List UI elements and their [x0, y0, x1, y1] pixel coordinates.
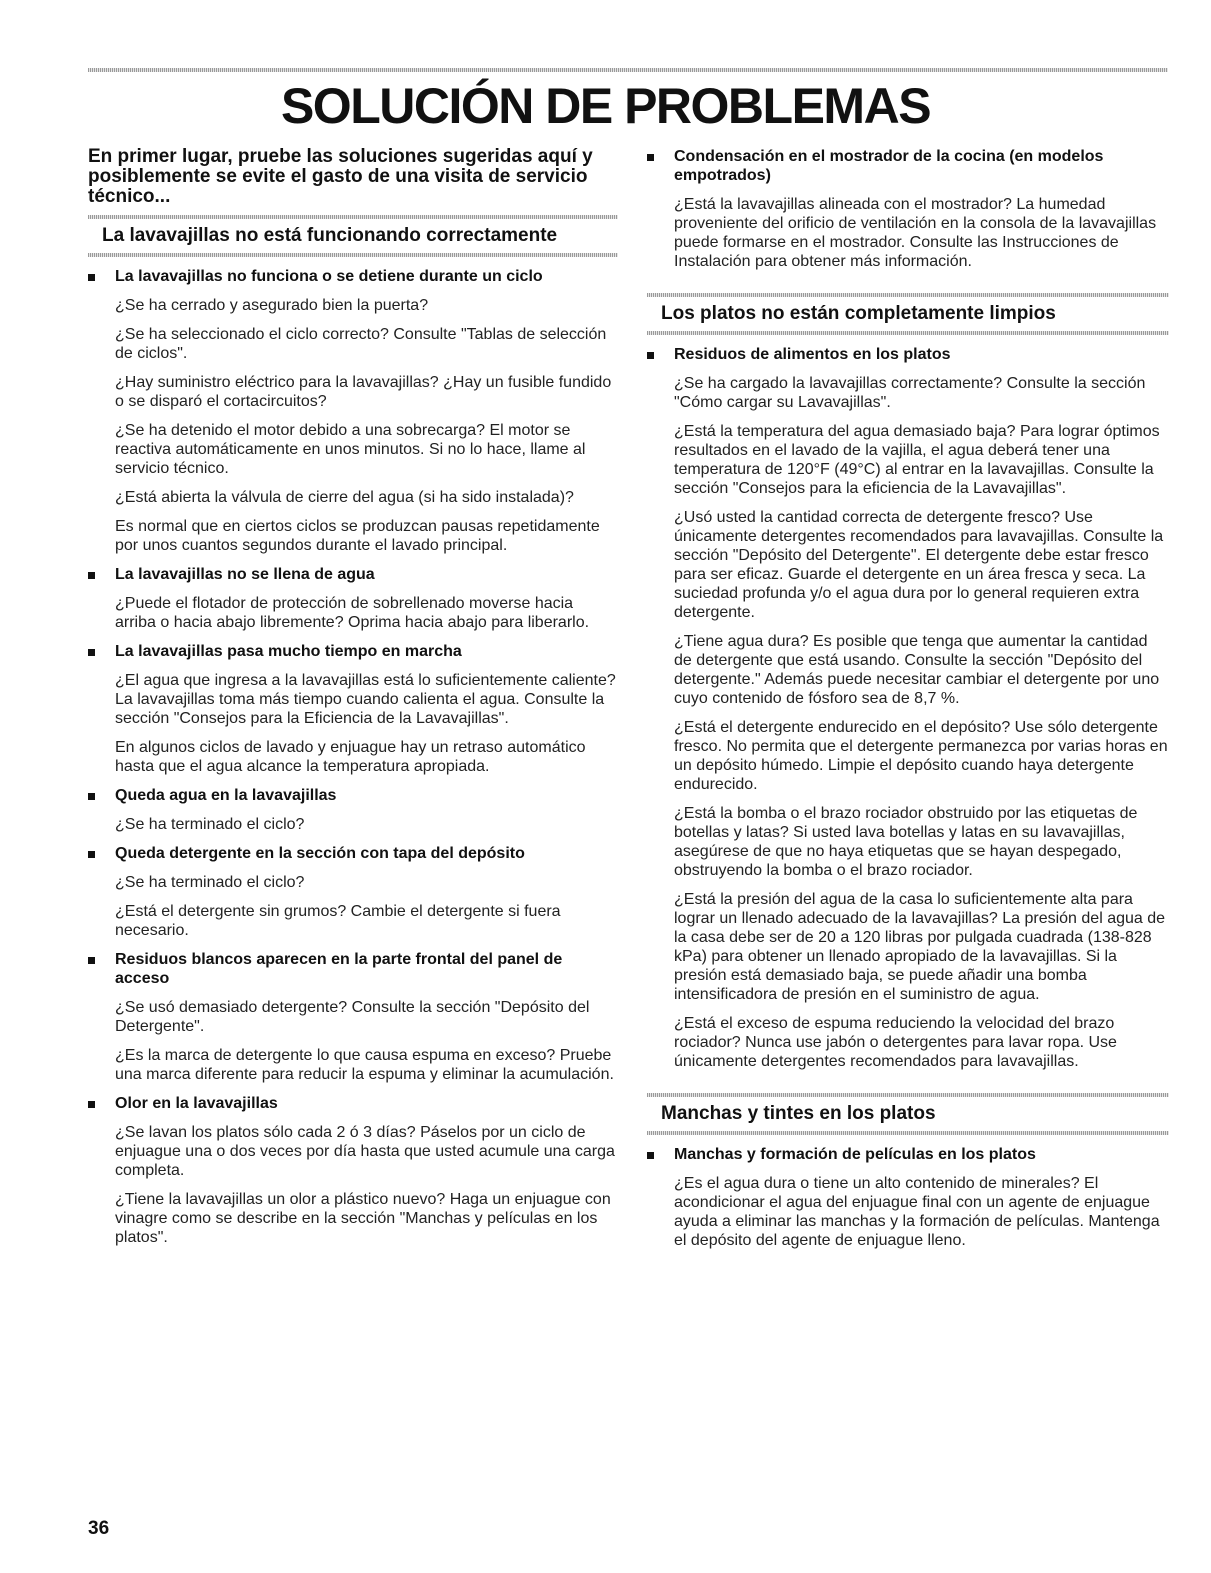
item-paragraph: ¿Hay suministro eléctrico para la lavavajillas? ¿Hay un fusible fundido o se disparó el cortacircuitos?	[115, 374, 612, 410]
bullet-icon	[647, 352, 654, 359]
list-item-condensation	[647, 147, 1169, 271]
item-heading: Queda detergente en la sección con tapa del depósito	[115, 845, 525, 862]
bullet-icon	[88, 1101, 95, 1108]
item-paragraph: ¿Está el detergente sin grumos? Cambie el detergente si fuera necesario.	[115, 903, 561, 939]
item-paragraph: ¿Está abierta la válvula de cierre del agua (si ha sido instalada)?	[115, 489, 574, 506]
section-rule	[647, 293, 1169, 297]
item-paragraph: En algunos ciclos de lavado y enjuague hay un retraso automático hasta que el agua alcance la temperatura apropiada.	[115, 739, 586, 775]
bullet-icon	[88, 649, 95, 656]
item-heading: La lavavajillas no se llena de agua	[115, 566, 375, 583]
section-title: La lavavajillas no está funcionando correctamente	[102, 225, 558, 246]
section-rule	[647, 1093, 1169, 1097]
item-paragraph: ¿El agua que ingresa a la lavavajillas está lo suficientemente caliente? La lavavajillas toma más tiempo cuando calienta el agua. Consulte la sección "Consejos para la Eficiencia de la Lavavajillas".	[115, 672, 616, 727]
section2-item-list	[647, 345, 1169, 1071]
item-paragraph: ¿Está el detergente endurecido en el depósito? Use sólo detergente fresco. No permita que el detergente permanezca por varias horas en un depósito húmedo. Limpie el depósito cuando haya detergente endurecido.	[674, 719, 1168, 793]
item-paragraph: ¿Está la bomba o el brazo rociador obstruido por las etiquetas de botellas y latas? Si usted lava botellas y latas en su lavavajillas, asegúrese de que no haya etiquetas que se hayan despegado, obstruyendo la bomba o el brazo rociador.	[674, 805, 1138, 879]
item-heading: Olor en la lavavajillas	[115, 1095, 278, 1112]
list-item	[647, 345, 1169, 1071]
item-heading: La lavavajillas pasa mucho tiempo en marcha	[115, 643, 462, 660]
item-paragraph: ¿Está el exceso de espuma reduciendo la velocidad del brazo rociador? Nunca use jabón o detergentes para lavar ropa. Use únicamente detergentes recomendados para lavavajillas.	[674, 1015, 1117, 1070]
item-paragraph: ¿Se ha cargado la lavavajillas correctamente? Consulte la sección "Cómo cargar su Lavavajillas".	[674, 375, 1146, 411]
item-paragraph: ¿Se ha cerrado y asegurado bien la puerta?	[115, 297, 429, 314]
section-rule	[88, 215, 618, 219]
list-item	[88, 642, 618, 776]
item-heading: Queda agua en la lavavajillas	[115, 787, 337, 804]
item-paragraph: ¿Es la marca de detergente lo que causa espuma en exceso? Pruebe una marca diferente para reducir la espuma y eliminar la acumulación.	[115, 1047, 614, 1083]
bullet-icon	[647, 154, 654, 161]
page-title: SOLUCIÓN DE PROBLEMAS	[280, 78, 931, 134]
item-paragraph: ¿Se ha seleccionado el ciclo correcto? Consulte "Tablas de selección de ciclos".	[115, 326, 607, 362]
item-paragraph: ¿Se ha detenido el motor debido a una sobrecarga? El motor se reactiva automáticamente en unos minutos. Si no lo hace, llame al servicio técnico.	[115, 422, 586, 477]
bullet-icon	[88, 851, 95, 858]
bullet-icon	[88, 572, 95, 579]
item-paragraph: ¿Está la presión del agua de la casa lo suficientemente alta para lograr un llenado adecuado de la lavavajillas? La presión del agua de la casa debe ser de 20 a 120 libras por pulgada cuadrada (138-828 kPa) para obtener un llenado apropiado de la lavavajillas. Si la presión está demasiado baja, se puede añadir una bomba intensificadora de presión en el suministro de agua.	[674, 891, 1166, 1003]
item-heading: Condensación en el mostrador de la cocina (en modelos empotrados)	[674, 148, 1104, 184]
item-paragraph: ¿Está la temperatura del agua demasiado baja? Para lograr óptimos resultados en el lavado de la vajilla, el agua deberá tener una temperatura de 120°F (49°C) al entrar en la lavavajillas. Consulte la sección "Consejos para la eficiencia de la Lavavajillas".	[674, 423, 1160, 497]
item-paragraph: ¿Se ha terminado el ciclo?	[115, 874, 305, 891]
right-column	[647, 147, 1169, 1250]
item-paragraph: ¿Es el agua dura o tiene un alto contenido de minerales? El acondicionar el agua del enjuague final con un agente de enjuague ayuda a eliminar las manchas y la formación de películas. Mantenga el depósito del agente de enjuague lleno.	[674, 1175, 1160, 1249]
list-item	[88, 950, 618, 1084]
list-item	[88, 267, 618, 555]
left-column	[88, 147, 618, 1247]
item-paragraph: ¿Puede el flotador de protección de sobrellenado moverse hacia arriba o hacia abajo libremente? Oprima hacia abajo para liberarlo.	[115, 595, 590, 631]
section-rule	[647, 331, 1169, 335]
item-heading: Residuos blancos aparecen en la parte frontal del panel de acceso	[115, 951, 563, 987]
page-number: 36	[88, 1518, 110, 1539]
item-heading: Residuos de alimentos en los platos	[674, 346, 951, 363]
section-rule	[88, 253, 618, 257]
section-header-spots	[647, 1093, 1169, 1135]
item-heading: La lavavajillas no funciona o se detiene durante un ciclo	[115, 268, 543, 285]
item-paragraph: ¿Está la lavavajillas alineada con el mostrador? La humedad proveniente del orificio de ventilación en la consola de la lavavajillas puede formarse en el mostrador. Consulte las Instrucciones de Instalación para obtener más información.	[674, 196, 1157, 270]
item-paragraph: ¿Se lavan los platos sólo cada 2 ó 3 días? Páselos por un ciclo de enjuague una o dos veces por día hasta que usted acumule una carga completa.	[115, 1124, 615, 1179]
list-item	[647, 1145, 1169, 1250]
section-header-not-clean	[647, 293, 1169, 335]
item-paragraph: ¿Se usó demasiado detergente? Consulte la sección "Depósito del Detergente".	[115, 999, 590, 1035]
list-item	[88, 1094, 618, 1247]
bullet-icon	[88, 957, 95, 964]
bullet-icon	[88, 274, 95, 281]
section3-item-list	[647, 1145, 1169, 1250]
left-item-list	[88, 267, 618, 1247]
list-item	[88, 565, 618, 632]
section-title: Manchas y tintes en los platos	[661, 1103, 936, 1124]
item-paragraph: ¿Usó usted la cantidad correcta de detergente fresco? Use únicamente detergentes recomendados para lavavajillas. Consulte la sección "Depósito del Detergente". El detergente debe estar fresco para ser eficaz. Guarde el detergente en un área fresca y seca. La suciedad profunda y/o el agua dura por lo general requieren extra detergente.	[674, 509, 1164, 621]
item-paragraph: ¿Tiene agua dura? Es posible que tenga que aumentar la cantidad de detergente que está usando. Consulte la sección "Depósito del detergente." Además puede necesitar cambiar el detergente por uno cuyo contenido de fósforo sea de 8,7 %.	[674, 633, 1160, 707]
intro-text: En primer lugar, pruebe las soluciones sugeridas aquí y posiblemente se evite el gasto de una visita de servicio técnico...	[88, 146, 593, 207]
section-rule	[647, 1131, 1169, 1135]
item-heading: Manchas y formación de películas en los platos	[674, 1146, 1036, 1163]
item-paragraph: ¿Se ha terminado el ciclo?	[115, 816, 305, 833]
section-title: Los platos no están completamente limpios	[661, 303, 1056, 324]
item-paragraph: Es normal que en ciertos ciclos se produzcan pausas repetidamente por unos cuantos segundos durante el lavado principal.	[115, 518, 600, 554]
section-header-not-working	[88, 215, 618, 257]
bullet-icon	[647, 1152, 654, 1159]
list-item	[88, 786, 618, 834]
list-item	[88, 844, 618, 940]
top-rule	[88, 68, 1168, 72]
bullet-icon	[88, 793, 95, 800]
item-paragraph: ¿Tiene la lavavajillas un olor a plástico nuevo? Haga un enjuague con vinagre como se describe en la sección "Manchas y películas en los platos".	[115, 1191, 611, 1246]
